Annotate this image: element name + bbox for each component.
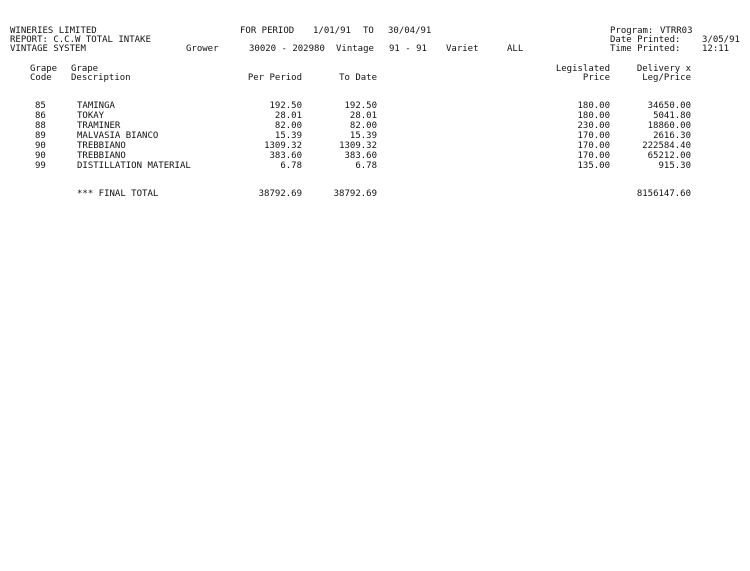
- row-per-period: 192.50: [269, 101, 302, 111]
- row-price: 170.00: [577, 141, 610, 151]
- row-price: 230.00: [577, 121, 610, 131]
- col-grape-desc-1: Grape: [71, 64, 99, 74]
- row-per-period: 28.01: [274, 111, 302, 121]
- total-per-period: 38792.69: [258, 189, 302, 199]
- row-code: 85: [35, 101, 46, 111]
- row-desc: TOKAY: [77, 111, 105, 121]
- col-leg-price-1: Legislated: [555, 64, 610, 74]
- row-desc: MALVASIA BIANCO: [77, 131, 159, 141]
- total-delivery: 8156147.60: [636, 189, 691, 199]
- row-price: 180.00: [577, 101, 610, 111]
- period-from: 1/01/91: [313, 26, 351, 36]
- col-delivery-1: Delivery x: [636, 64, 691, 74]
- company-name: WINERIES LIMITED: [10, 26, 97, 36]
- time-printed-value: 12:11: [702, 44, 730, 54]
- col-grape-code-1: Grape: [30, 64, 58, 74]
- row-code: 90: [35, 141, 46, 151]
- row-delivery: 915.30: [658, 161, 691, 171]
- row-delivery: 18860.00: [647, 121, 691, 131]
- date-printed-label: Date Printed:: [610, 35, 681, 45]
- row-delivery: 2616.30: [653, 131, 691, 141]
- row-price: 170.00: [577, 131, 610, 141]
- row-to-date: 6.78: [355, 161, 377, 171]
- row-code: 99: [35, 161, 46, 171]
- vintage-label: Vintage: [336, 44, 374, 54]
- total-to-date: 38792.69: [333, 189, 377, 199]
- row-to-date: 82.00: [349, 121, 377, 131]
- row-per-period: 15.39: [274, 131, 302, 141]
- row-code: 89: [35, 131, 46, 141]
- time-printed-label: Time Printed:: [610, 44, 681, 54]
- system-name: VINTAGE SYSTEM: [10, 44, 86, 54]
- col-delivery-2: Leg/Price: [642, 73, 691, 83]
- row-desc: TRAMINER: [77, 121, 121, 131]
- row-delivery: 5041.80: [653, 111, 691, 121]
- grower-range: 30020 - 202980: [249, 44, 325, 54]
- col-grape-desc-2: Description: [71, 73, 131, 83]
- row-per-period: 82.00: [274, 121, 302, 131]
- row-to-date: 28.01: [349, 111, 377, 121]
- row-code: 86: [35, 111, 46, 121]
- row-to-date: 192.50: [344, 101, 377, 111]
- to-label: TO: [363, 26, 374, 36]
- total-label: *** FINAL TOTAL: [77, 189, 159, 199]
- vintage-range: 91 - 91: [389, 44, 427, 54]
- row-delivery: 222584.40: [642, 141, 691, 151]
- row-desc: TREBBIANO: [77, 141, 126, 151]
- row-to-date: 15.39: [349, 131, 377, 141]
- row-price: 135.00: [577, 161, 610, 171]
- col-per-period: Per Period: [247, 73, 302, 83]
- program-label: Program:: [610, 26, 654, 36]
- row-code: 90: [35, 151, 46, 161]
- row-per-period: 1309.32: [264, 141, 302, 151]
- col-grape-code-2: Code: [30, 73, 52, 83]
- row-delivery: 34650.00: [647, 101, 691, 111]
- row-per-period: 6.78: [280, 161, 302, 171]
- report-title: REPORT: C.C.W TOTAL INTAKE: [10, 35, 151, 45]
- row-desc: TAMINGA: [77, 101, 115, 111]
- row-price: 170.00: [577, 151, 610, 161]
- date-printed-value: 3/05/91: [702, 35, 740, 45]
- row-per-period: 383.60: [269, 151, 302, 161]
- row-code: 88: [35, 121, 46, 131]
- row-delivery: 65212.00: [647, 151, 691, 161]
- row-to-date: 383.60: [344, 151, 377, 161]
- variet-value: ALL: [507, 44, 524, 54]
- row-to-date: 1309.32: [339, 141, 377, 151]
- col-to-date: To Date: [339, 73, 377, 83]
- row-desc: TREBBIANO: [77, 151, 126, 161]
- variet-label: Variet: [446, 44, 479, 54]
- row-price: 180.00: [577, 111, 610, 121]
- for-period-label: FOR PERIOD: [240, 26, 295, 36]
- col-leg-price-2: Price: [582, 73, 610, 83]
- program-value: VTRR03: [660, 26, 693, 36]
- row-desc: DISTILLATION MATERIAL: [77, 161, 191, 171]
- period-to: 30/04/91: [388, 26, 432, 36]
- grower-label: Grower: [186, 44, 219, 54]
